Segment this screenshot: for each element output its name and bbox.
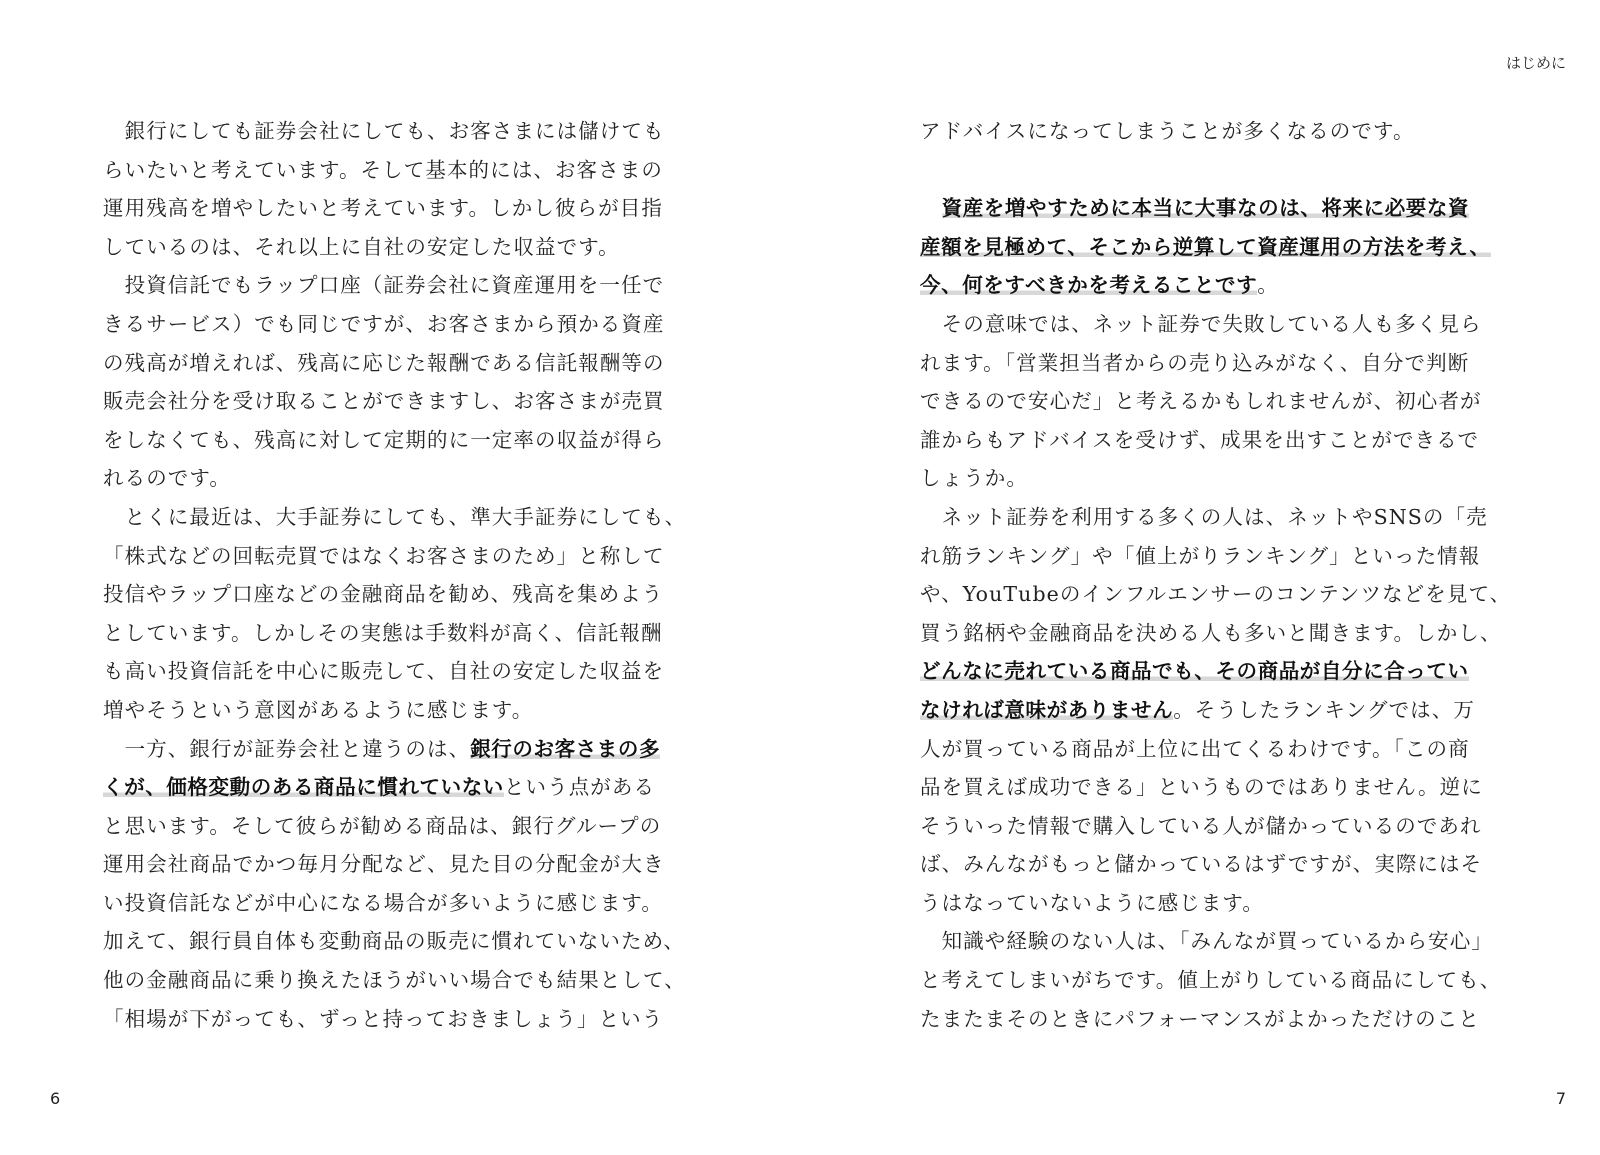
body-text: 他の金融商品に乗り換えたほうがいい場合でも結果として、 [103, 968, 686, 993]
text-line [920, 266, 1520, 305]
body-text: という点がある [503, 775, 656, 800]
page-number-right: 7 [1555, 1089, 1566, 1108]
body-text: うはなっていないように感じます。 [920, 890, 1264, 915]
body-text: 品を買えば成功できる」というものではありません。逆に [920, 775, 1483, 800]
text-line [103, 112, 703, 151]
body-text: れ筋ランキング」や「値上がりランキング」といった情報 [920, 543, 1481, 568]
body-text: アドバイスになってしまうことが多くなるのです。 [920, 119, 1415, 143]
body-text: 販売会社分を受け取ることができますし、お客さまが売買 [103, 389, 665, 414]
body-text: をしなくても、残高に対して定期的に一定率の収益が得ら [103, 427, 665, 452]
body-text: 買う銘柄や金融商品を決める人も多いと聞きます。しかし、 [920, 620, 1502, 645]
body-text: 増やそうという意図があるように感じます。 [103, 697, 534, 722]
highlighted-text: 銀行のお客さまの多 [470, 736, 661, 761]
body-text: の残高が増えれば、残高に応じた報酬である信託報酬等の [103, 350, 665, 375]
highlighted-text: くが、価格変動のある商品に慣れていない [103, 775, 504, 800]
text-line [920, 575, 1520, 614]
text-line [103, 344, 703, 383]
text-line [103, 807, 703, 846]
highlighted-text: なければ意味がありません [920, 697, 1174, 722]
body-text: 。 [1257, 273, 1279, 298]
text-line [103, 382, 703, 421]
text-line [920, 691, 1520, 730]
body-text: 投資信託でもラップ口座（証券会社に資産運用を一任で [103, 273, 665, 298]
text-line [103, 691, 703, 730]
body-text: しょうか。 [920, 466, 1028, 491]
text-line [103, 845, 703, 884]
text-line [103, 961, 703, 1000]
text-line [920, 344, 1520, 383]
text-line [920, 459, 1520, 498]
text-line [103, 459, 703, 498]
body-text: とくに最近は、大手証券にしても、準大手証券にしても、 [103, 504, 687, 529]
highlighted-text: どんなに売れている商品でも、その商品が自分に合ってい [920, 659, 1469, 684]
body-text [920, 196, 942, 220]
text-line [920, 498, 1520, 537]
text-line [920, 112, 1520, 151]
text-line [103, 652, 703, 691]
body-text: 「相場が下がっても、ずっと持っておきましょう」という [103, 1006, 664, 1031]
body-text: と思います。そして彼らが勧める商品は、銀行グループの [103, 813, 662, 838]
body-text: 運用会社商品でかつ毎月分配など、見た目の分配金が大き [103, 852, 665, 877]
body-text: としています。しかしその実態は手数料が高く、信託報酬 [103, 620, 663, 645]
body-text: その意味では、ネット証券で失敗している人も多く見ら [920, 311, 1482, 336]
text-line [920, 768, 1520, 807]
body-text: できるので安心だ」と考えるかもしれませんが、初心者が [920, 389, 1482, 414]
text-line [920, 730, 1520, 769]
body-text: ば、みんながもっと儲かっているはずですが、実際にはそ [920, 852, 1483, 877]
text-line [103, 922, 703, 961]
text-line [920, 537, 1520, 576]
text-line [920, 1000, 1520, 1039]
highlighted-text: 今、何をすべきかを考えることです [920, 273, 1258, 298]
body-text: らいたいと考えています。そして基本的には、お客さまの [103, 157, 663, 182]
body-text: しているのは、それ以上に自社の安定した収益です。 [103, 234, 620, 259]
text-line [920, 922, 1520, 961]
text-line [103, 768, 703, 807]
text-line [103, 189, 703, 228]
text-line [920, 652, 1520, 691]
body-text: れるのです。 [103, 466, 231, 491]
text-line [103, 498, 703, 537]
text-line [103, 1000, 703, 1039]
body-text: れます。「営業担当者からの売り込みがなく、自分で判断 [920, 350, 1470, 375]
right-page [800, 0, 1600, 1155]
body-text: 一方、銀行が証券会社と違うのは、 [103, 736, 471, 761]
text-line [103, 266, 703, 305]
text-line [920, 845, 1520, 884]
body-text: も高い投資信託を中心に販売して、自社の安定した収益を [103, 659, 665, 684]
text-line [103, 884, 703, 923]
text-line [103, 730, 703, 769]
text-line [920, 228, 1520, 267]
right-body-text [920, 112, 1520, 1038]
body-text: や、YouTubeのインフルエンサーのコンテンツなどを見て、 [920, 582, 1512, 607]
body-text: ネット証券を利用する多くの人は、ネットやSNSの「売 [920, 504, 1488, 529]
body-text: と考えてしまいがちです。値上がりしている商品にしても、 [920, 968, 1502, 993]
body-text: 投信やラップ口座などの金融商品を勧め、残高を集めよう [103, 582, 664, 607]
highlighted-text: 産額を見極めて、そこから逆算して資産運用の方法を考え、 [920, 234, 1491, 259]
text-line [920, 807, 1520, 846]
text-line [920, 421, 1520, 460]
body-text: 加えて、銀行員自体も変動商品の販売に慣れていないため、 [103, 929, 685, 954]
body-text: 人が買っている商品が上位に出てくるわけです。「この商 [920, 736, 1470, 761]
paragraph-spacer [920, 151, 1520, 190]
text-line [103, 305, 703, 344]
text-line [920, 382, 1520, 421]
body-text: 「株式などの回転売買ではなくお客さまのため」と称して [103, 543, 665, 568]
body-text: 。そうしたランキングでは、万 [1173, 697, 1475, 722]
body-text: 知識や経験のない人は、「みんなが買っているから安心」 [920, 929, 1493, 954]
text-line [103, 614, 703, 653]
running-header: はじめに [1505, 54, 1566, 72]
page-number-left: 6 [50, 1089, 61, 1108]
text-line [103, 575, 703, 614]
text-line [920, 884, 1520, 923]
text-line [103, 537, 703, 576]
text-line [920, 614, 1520, 653]
body-text: そういった情報で購入している人が儲かっているのであれ [920, 813, 1482, 838]
highlighted-text: 資産を増やすために本当に大事なのは、将来に必要な資 [941, 196, 1470, 221]
text-line [103, 151, 703, 190]
body-text: きるサービス）でも同じですが、お客さまから預かる資産 [103, 311, 665, 336]
text-line [920, 189, 1520, 228]
left-body-text [103, 112, 703, 1038]
text-line [103, 421, 703, 460]
text-line [920, 305, 1520, 344]
body-text: 誰からもアドバイスを受けず、成果を出すことができるで [920, 427, 1480, 452]
body-text: 運用残高を増やしたいと考えています。しかし彼らが目指 [103, 196, 663, 221]
text-line [920, 961, 1520, 1000]
body-text: 銀行にしても証券会社にしても、お客さまには儲けても [103, 119, 665, 143]
text-line [103, 228, 703, 267]
body-text: たまたまそのときにパフォーマンスがよかっただけのこと [920, 1006, 1480, 1031]
body-text: い投資信託などが中心になる場合が多いように感じます。 [103, 890, 663, 915]
